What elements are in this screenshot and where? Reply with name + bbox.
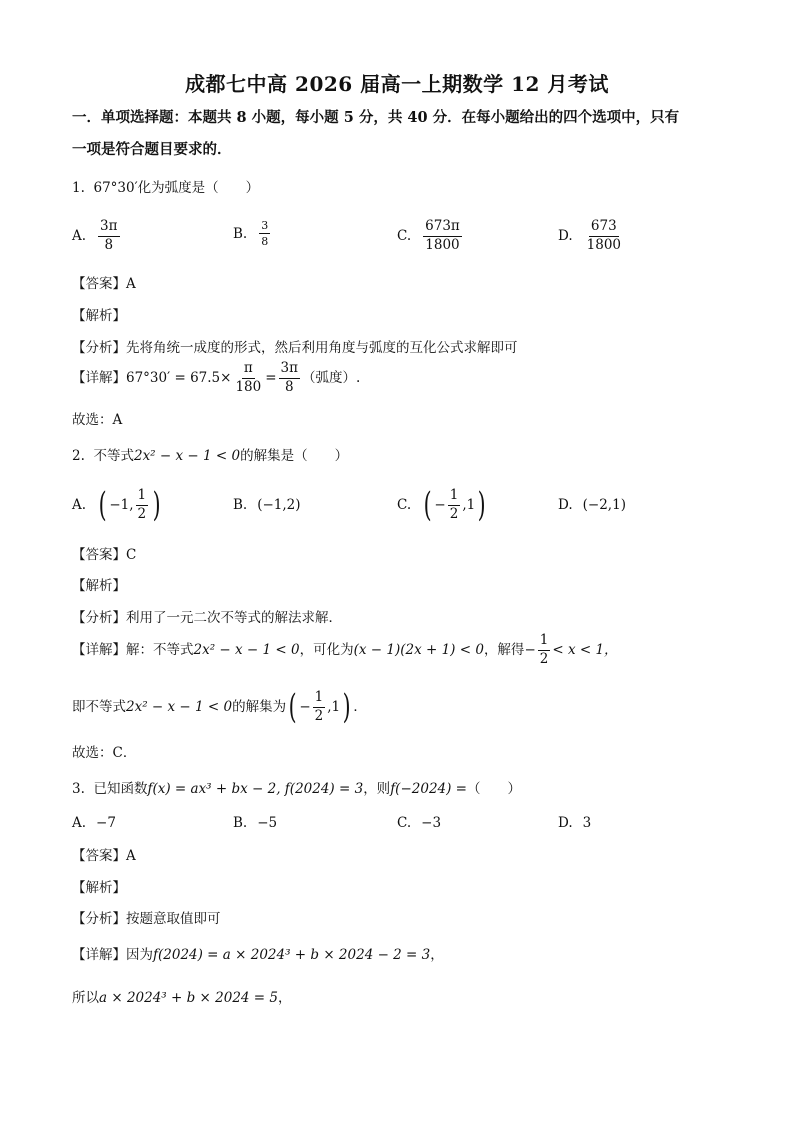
inequality-expression: 2x² − x − 1 < 0: [133, 448, 241, 464]
fraction-numerator: 1: [538, 634, 551, 651]
q1-analysis-heading: 【解析】: [72, 308, 126, 324]
q3-detail-2: [72, 988, 291, 1008]
section-heading-line1: 一．单项选择题：本题共 8 小题，每小题 5 分，共 40 分．在每小题给出的四个选项中，只有: [72, 109, 680, 126]
option-label: B.: [233, 815, 248, 831]
detail-tag: 【详解】: [72, 947, 126, 963]
option-label: D.: [558, 228, 573, 244]
q1-detail: [72, 362, 360, 394]
question-text: ，则: [363, 781, 391, 797]
option-numerator: 1: [448, 489, 461, 506]
q1-analysis: 【分析】先将角统一成度的形式，然后利用角度与弧度的互化公式求解即可: [72, 340, 518, 356]
option-label: A.: [72, 497, 87, 513]
detail-end: ．: [353, 699, 367, 715]
option-neg: −: [434, 497, 446, 513]
option-label: B.: [233, 497, 248, 513]
inequality-expression: 2x² − x − 1 < 0: [193, 642, 300, 658]
detail-text: 因为: [126, 947, 153, 963]
q2-detail-2: [72, 687, 367, 727]
question-text: 化为弧度是（ ）: [137, 180, 260, 196]
option-text: −5: [257, 815, 278, 831]
option-denominator: 8: [261, 235, 269, 248]
fraction-denominator: 2: [314, 707, 324, 724]
q3-option-c[interactable]: [397, 815, 441, 831]
fraction-numerator: π: [242, 362, 255, 379]
option-text: (−2,1): [582, 497, 626, 513]
question-number: 2.: [72, 448, 85, 464]
option-denominator: 2: [449, 505, 459, 522]
left-paren: (: [288, 687, 297, 727]
question-1-stem: [72, 178, 259, 198]
option-label: C.: [397, 228, 412, 244]
detail-text: ，: [430, 947, 444, 963]
q2-analysis: 【分析】利用了一元二次不等式的解法求解．: [72, 610, 342, 626]
detail-expression: 67°30′ = 67.5×: [126, 370, 232, 386]
fraction-numerator: 3π: [279, 362, 300, 379]
detail-tail: （弧度）.: [302, 370, 361, 386]
fraction-denominator: 180: [235, 378, 262, 395]
question-number: 1.: [72, 180, 85, 196]
right-paren: ): [477, 485, 486, 525]
q2-option-b[interactable]: [233, 497, 301, 513]
left-paren: (: [423, 485, 432, 525]
q1-choose: 故选：A: [72, 412, 123, 428]
option-text: 3: [582, 815, 592, 831]
option-label: A.: [72, 228, 87, 244]
option-numerator: 1: [136, 489, 149, 506]
factored-expression: (x − 1)(2x + 1) < 0: [353, 642, 484, 658]
detail-tag: 【详解】: [72, 642, 126, 658]
fraction-numerator: 1: [313, 691, 326, 708]
q1-option-d[interactable]: [558, 220, 625, 252]
detail-text: 解：不等式: [126, 642, 194, 658]
detail-text: ，可化为: [299, 642, 354, 658]
option-denominator: 8: [104, 236, 114, 253]
negative-sign: −: [299, 699, 311, 715]
option-prefix: −1,: [109, 497, 134, 513]
option-numerator: 673π: [423, 220, 462, 237]
detail-text: ，: [277, 990, 292, 1006]
left-paren: (: [98, 485, 107, 525]
option-text: (−1,2): [257, 497, 301, 513]
q3-detail: [72, 945, 444, 965]
option-label: D.: [558, 497, 573, 513]
option-label: C.: [397, 497, 412, 513]
q3-option-a[interactable]: [72, 815, 116, 831]
q1-option-b[interactable]: [233, 220, 272, 247]
option-label: A.: [72, 815, 87, 831]
q1-option-c[interactable]: [397, 220, 464, 252]
angle-expression: 67°30′: [93, 180, 138, 196]
question-2-stem: [72, 446, 348, 466]
option-suffix: ,1: [462, 497, 476, 513]
option-numerator: 673: [589, 220, 619, 237]
fraction-denominator: 8: [284, 378, 294, 395]
question-text: 不等式: [93, 448, 134, 464]
right-paren: ): [152, 485, 161, 525]
q3-option-d[interactable]: [558, 815, 591, 831]
option-label: B.: [233, 225, 248, 242]
page-title: 成都七中高 2026 届高一上期数学 12 月考试: [185, 72, 609, 96]
right-paren: ): [342, 687, 351, 727]
function-definition: f(x) = ax³ + bx − 2, f(2024) = 3: [147, 781, 364, 797]
detail-expression: a × 2024³ + b × 2024 = 5: [99, 990, 278, 1006]
q2-analysis-heading: 【解析】: [72, 578, 126, 594]
function-query: f(−2024) =: [390, 781, 467, 797]
option-numerator: 3: [261, 219, 269, 232]
q2-answer: 【答案】C: [72, 547, 137, 563]
equals-sign: =: [265, 370, 277, 386]
question-3-stem: [72, 779, 521, 799]
q1-answer: 【答案】A: [72, 276, 136, 292]
option-denominator: 2: [137, 505, 147, 522]
detail-text: 的解集为: [232, 699, 287, 715]
option-denominator: 1800: [586, 236, 621, 253]
q3-analysis: 【分析】按题意取值即可: [72, 911, 221, 927]
question-text: 的解集是（ ）: [240, 448, 349, 464]
q3-option-b[interactable]: [233, 815, 277, 831]
inequality-expression: 2x² − x − 1 < 0: [126, 699, 233, 715]
detail-text: 即不等式: [72, 699, 126, 715]
section-heading-line2: 一项是符合题目要求的．: [72, 141, 232, 158]
interval-suffix: ,1: [327, 699, 341, 715]
option-text: −3: [421, 815, 442, 831]
q1-option-a[interactable]: [72, 220, 122, 252]
option-text: −7: [96, 815, 116, 831]
detail-text: ，解得: [483, 642, 525, 658]
q3-answer: 【答案】A: [72, 848, 136, 864]
q2-option-c[interactable]: [397, 485, 488, 525]
negative-sign: −: [524, 642, 536, 658]
option-denominator: 1800: [425, 236, 460, 253]
q2-option-a[interactable]: [72, 485, 163, 525]
option-label: D.: [558, 815, 573, 831]
q2-choose: 故选：C．: [72, 745, 137, 761]
q2-option-d[interactable]: [558, 497, 626, 513]
detail-expression: f(2024) = a × 2024³ + b × 2024 − 2 = 3: [153, 947, 431, 963]
q2-detail: [72, 634, 618, 666]
q3-analysis-heading: 【解析】: [72, 880, 126, 896]
question-text: 已知函数: [93, 781, 148, 797]
question-text: （ ）: [467, 781, 521, 797]
option-numerator: 3π: [98, 220, 119, 237]
detail-text: 所以: [72, 990, 99, 1006]
solution-range: < x < 1，: [552, 642, 618, 658]
option-label: C.: [397, 815, 412, 831]
fraction-denominator: 2: [539, 650, 549, 667]
question-number: 3.: [72, 781, 85, 797]
detail-tag: 【详解】: [72, 370, 126, 386]
